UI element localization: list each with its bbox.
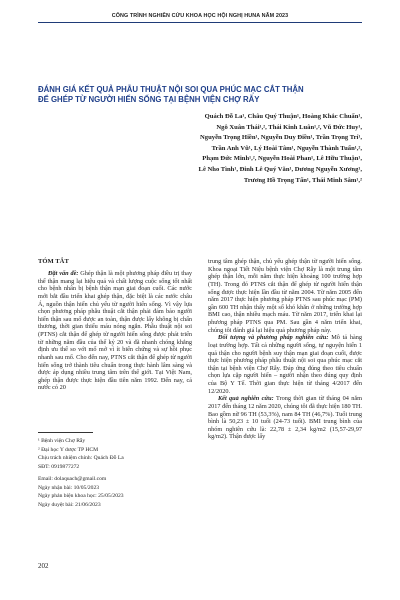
results-label: Kết quả nghiên cứu:	[218, 395, 274, 403]
abstract-heading: TÓM TẮT	[38, 258, 69, 265]
paper-title	[38, 85, 362, 105]
email: Email: dolaquach@gmail.com	[38, 476, 107, 482]
results-paragraph	[208, 395, 362, 441]
running-header: CÔNG TRÌNH NGHIÊN CỨU KHOA HỌC HỘI NGHỊ HUNA NĂM 2023	[111, 13, 289, 19]
right-column	[208, 258, 362, 441]
abstract-intro-paragraph	[38, 270, 192, 392]
footnotes	[38, 437, 192, 509]
page-number: 202	[38, 562, 49, 570]
author-line: Phạm Đức Minh¹,², Nguyễn Hoài Phan¹, Lê Hữu Thuận¹,	[202, 155, 362, 163]
accepted-date: Ngày duyệt bài: 21/06/2023	[38, 501, 101, 508]
footnote-rule	[38, 432, 93, 433]
author-line: Trương Hồ Trọng Tấn¹, Thái Minh Sâm¹,²	[243, 176, 362, 184]
results-text: Trong thời gian từ tháng 04 năm 2017 đến tháng 12 năm 2020, chúng tôi đã thực hiện 180 TH. Bao gồm nữ 96 TH (53,3%), nam 84 TH (46,7%). Tuổi trung bình là 50,23 ± 10 tuổi (24-73 tuổi). BMI trung bình của nhóm nghiên cứu là: 22,78 ± 2,34 kg/m2 (15,57-29,97 kg/m2). Thận được lấy	[208, 395, 363, 441]
intro-label: Đặt vấn đề:	[48, 270, 79, 277]
title-line-2: ĐỂ GHÉP TỪ NGƯỜI HIẾN SỐNG TẠI BỆNH VIỆN CHỢ RẪY	[38, 95, 260, 104]
methods-paragraph	[208, 334, 362, 395]
header-rule	[38, 22, 362, 23]
author-line: Ngô Xuân Thái¹,², Thái Kinh Luân¹,², Vũ Đức Huy¹,	[216, 123, 362, 131]
author-list	[38, 112, 362, 186]
author-line: Quách Đỗ La¹, Châu Quý Thuận¹, Hoàng Khắc Chuẩn¹,	[204, 113, 362, 120]
intro-continuation: trung tâm ghép thận, chủ yếu ghép thận từ người hiến sống. Khoa ngoại Tiết Niệu bệnh viện Chợ Rẫy là một trung tâm ghép thận lớn, mỗi năm thực hiện khoảng 100 trường hợp (TH). Trong đó PTNS cắt thận để ghép từ người hiến thận sống được thực hiện lần đầu từ năm 2004. Từ năm 2005 đến năm 2017 thực hiện phương pháp PTNS sau phúc mạc (PM) gần 600 TH nhận thấy một số khó khăn ở những trường hợp BMI cao, thận nhiều mạch máu. Từ năm 2017, triển khai lại phương pháp PTNS qua PM. Sau gần 4 năm triển khai, chúng tôi đánh giá lại hiệu quả phương pháp này.	[208, 258, 362, 334]
received-date: Ngày nhận bài: 10/05/2023	[38, 484, 100, 491]
affiliation-1: ¹ Bệnh viện Chợ Rẫy	[38, 438, 86, 444]
review-date: Ngày phản biện khoa học: 25/05/2023	[38, 493, 124, 499]
author-line: Trần Anh Vũ¹, Lý Hoài Tâm¹, Nguyễn Thành Tuấn¹,²,	[211, 144, 362, 152]
affiliation-2: ² Đại học Y dược TP HCM	[38, 446, 99, 453]
methods-text: Mô tả hàng loạt trường hợp. Tất cả những người sống, tự nguyện hiến 1 quả thận cho người bệnh suy thận mạn giai đoạn cuối, được thực hiện phương pháp phẫu thuật nội soi qua phúc mạc cắt thận tại bệnh viện Chợ Rẫy. Đáp ứng đúng theo tiêu chuẩn chọn lựa cặp người hiến – người nhận theo đúng quy định của Bộ Y Tế. Thời gian thực hiện từ tháng 4/2017 đến 12/2020.	[208, 334, 363, 395]
corresponding-author: Chịu trách nhiệm chính: Quách Đỗ La	[38, 455, 124, 461]
author-line: Nguyễn Trọng Hiền¹, Nguyễn Duy Điền¹, Trần Trọng Trí¹,	[200, 134, 362, 142]
methods-label: Đối tượng và phương pháp nghiên cứu:	[218, 334, 329, 342]
intro-text: Ghép thận là một phương pháp điều trị thay thế thận mang lại hiệu quả và chất lượng cuộc sống tốt nhất cho bệnh nhân bị bệnh thận mạn giai đoạn cuối. Các nước mới bắt đầu triển khai ghép thận, đặc biệt là các nước châu Á, nguồn thận hiến chủ yếu từ người hiến sống. Vì vậy lựa chọn phương pháp phẫu thuật cắt thận phải đảm bảo người hiến thận sau mổ được an toàn, thận được lấy không bị chấn thương, thời gian thiếu máu nóng ngắn. Phẫu thuật nội soi (PTNS) cắt thận để ghép từ người hiến sống được phát triển từ những năm đầu của thế kỷ 20 và đã nhanh chóng khẳng định ưu thế so với mổ mở vì ít biến chứng và sự hồi phục nhanh sau mổ. Cho đến nay, PTNS cắt thận để ghép từ người hiến sống trở thành tiêu chuẩn trong thực hành lâm sàng và được áp dụng nhiều trung tâm trên thế giới. Tại Việt Nam, ghép thận được thực hiện đầu tiên năm 1992. Đến nay, cả nước có 20	[38, 270, 193, 392]
author-line: Lê Nho Tình¹, Đinh Lê Quý Văn¹, Dương Nguyễn Xương¹,	[198, 165, 362, 173]
phone: SĐT: 0919877272	[38, 463, 80, 470]
title-line-1: ĐÁNH GIÁ KẾT QUẢ PHẪU THUẬT NỘI SOI QUA PHÚC MẠC CẮT THẬN	[38, 85, 304, 94]
left-column	[38, 258, 192, 392]
